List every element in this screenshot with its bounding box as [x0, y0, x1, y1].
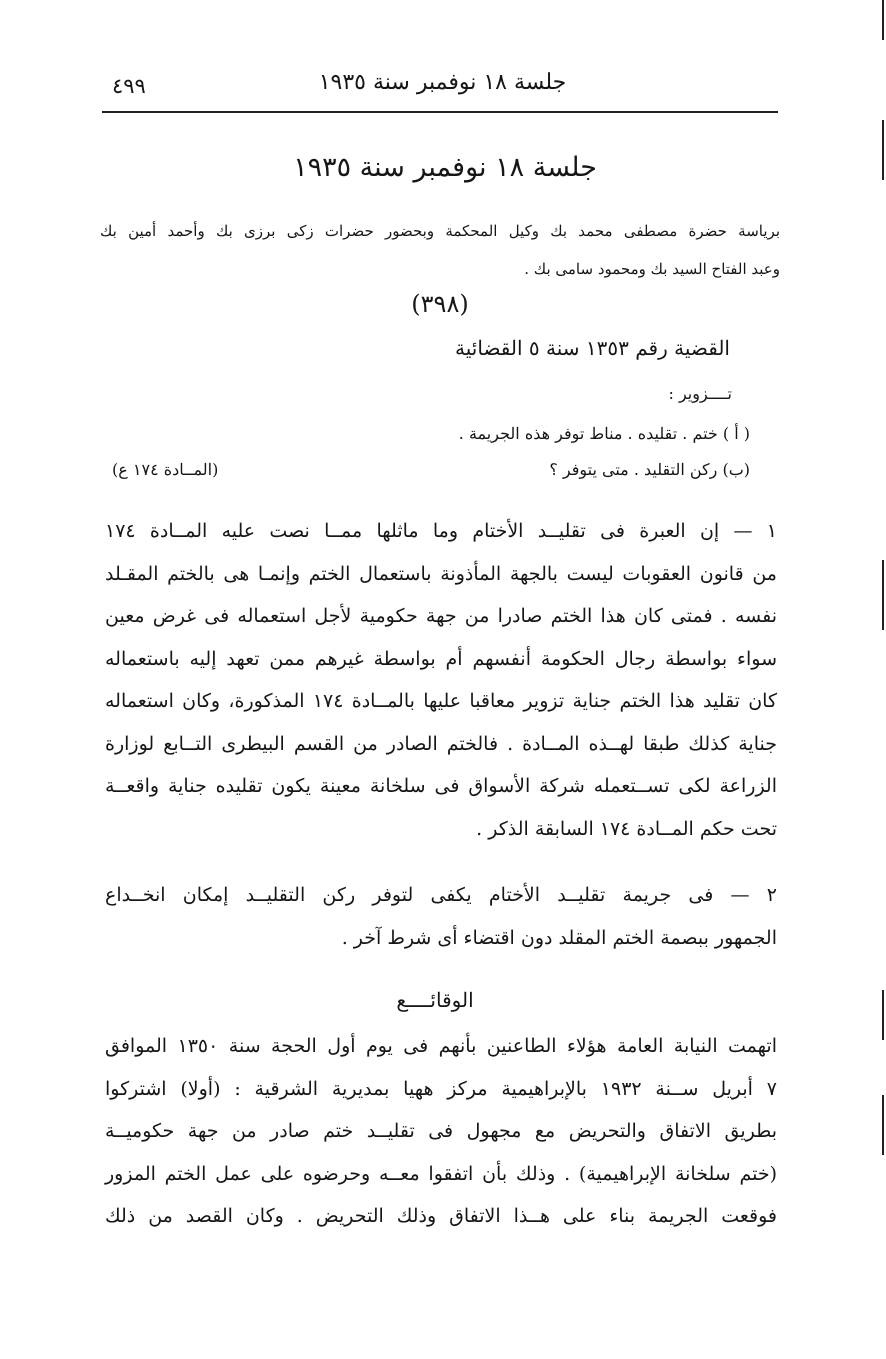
- headnote-item-a: ( أ ) ختم . تقليده . مناط توفر هذه الجريمة .: [458, 424, 750, 443]
- text-line: اتهمت النيابة العامة هؤلاء الطاعنين بأنهم فى يوم أول الحجة سنة ١٣٥٠ الموافق: [105, 1035, 777, 1057]
- text-line: سواء بواسطة رجال الحكومة أنفسهم أم بواسطة غيرهم ممن تعهد إليه باستعماله: [105, 647, 777, 670]
- article-reference: (المــادة ١٧٤ ع): [112, 460, 219, 479]
- text-line: من قانون العقوبات ليست بالجهة المأذونة باستعمال الختم وإنمـا هى بالختم المقـلد: [105, 562, 777, 585]
- text-line: ٢ — فى جريمة تقليــد الأختام يكفى لتوفر ركن التقليــد إمكان انخــداع: [105, 884, 777, 906]
- scan-edge-mark: [882, 0, 884, 40]
- session-title: جلسة ١٨ نوفمبر سنة ١٩٣٥: [293, 152, 597, 183]
- presidency-line: برياسة حضرة مصطفى محمد بك وكيل المحكمة وبحضور حضرات زكى برزى بك وأحمد أمين بك: [100, 222, 780, 240]
- running-header-title: جلسة ١٨ نوفمبر سنة ١٩٣٥: [318, 70, 567, 95]
- presidency-line: وعبد الفتاح السيد بك ومحمود سامى بك .: [524, 260, 780, 278]
- headnote-item-b: (ب) ركن التقليد . متى يتوفر ؟: [549, 460, 750, 479]
- facts-heading: الوقائــــع: [396, 988, 474, 1012]
- scan-edge-mark: [882, 560, 884, 630]
- headnote-topic: تــــزوير :: [668, 384, 732, 403]
- text-line: (ختم سلخانة الإبراهيمية) . وذلك بأن اتفقوا معــه وحرضوه على عمل الختم المزور: [105, 1162, 777, 1185]
- text-line: تحت حكم المــادة ١٧٤ السابقة الذكر .: [476, 817, 777, 840]
- text-line: ٧ أبريل ســنة ١٩٣٢ بالإبراهيمية مركز ههيا بمديرية الشرقية : (أولا) اشتركوا: [105, 1077, 777, 1100]
- text-line: كان تقليد هذا الختم جناية تزوير معاقبا عليها بالمــادة ١٧٤ المذكورة، وكان استعماله: [105, 690, 777, 712]
- scan-edge-mark: [882, 1095, 884, 1155]
- principle-1-paragraph: [105, 510, 777, 850]
- case-reference: القضية رقم ١٣٥٣ سنة ٥ القضائية: [455, 336, 730, 360]
- scan-edge-mark: [882, 990, 884, 1040]
- text-line: الجمهور ببصمة الختم المقلد دون اقتضاء أى شرط آخر .: [341, 926, 777, 949]
- scan-edge-mark: [882, 120, 884, 180]
- presidency-paragraph: [100, 212, 780, 288]
- page-number: ٤٩٩: [112, 74, 146, 98]
- case-number: (٣٩٨): [411, 290, 469, 318]
- text-line: ١ — إن العبرة فى تقليــد الأختام وما ماثلها ممــا نصت عليه المــادة ١٧٤: [105, 520, 777, 542]
- text-line: جناية كذلك طبقا لهــذه المــادة . فالختم الصادر من القسم البيطرى التــابع لوزارة: [105, 732, 777, 755]
- text-line: بطريق الاتفاق والتحريض مع مجهول فى تقليــد ختم صادر من جهة حكوميــة: [105, 1120, 777, 1142]
- text-line: نفسه . فمتى كان هذا الختم صادرا من جهة حكومية لأجل استعماله فى غرض معين: [105, 605, 777, 627]
- header-rule: [102, 111, 778, 113]
- text-line: الزراعة لكى تســتعمله شركة الأسواق فى سلخانة معينة يكون تقليده جناية واقعــة: [105, 775, 777, 797]
- text-line: فوقعت الجريمة بناء على هــذا الاتفاق وذلك التحريض . وكان القصد من ذلك: [105, 1205, 777, 1227]
- principle-2-paragraph: [105, 874, 777, 959]
- facts-paragraph: [105, 1025, 777, 1238]
